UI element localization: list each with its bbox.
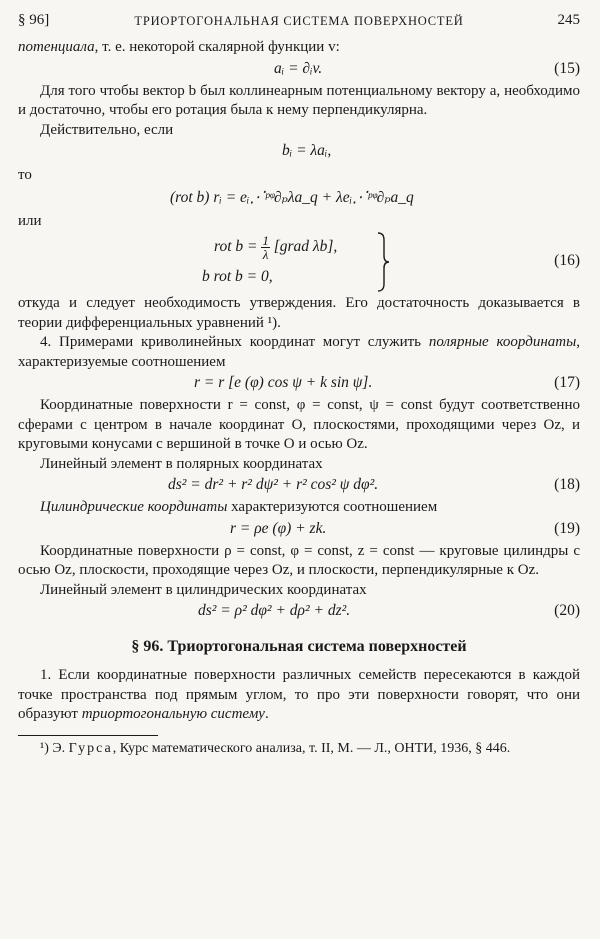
equation-b-lambda-a: [18, 140, 580, 164]
paragraph-polar-end: , характеризуемые соотношением: [18, 334, 581, 370]
paragraph-collinear: Для того чтобы вектор b был коллинеарным потенциальному вектору a, необходимо и достаточно, чтобы его ротация была к нему перпендикулярна.: [18, 82, 580, 118]
equation-17-number: (17): [554, 374, 580, 391]
equation-19-formula: r = ρe (φ) + zk.: [230, 519, 327, 537]
word-to: то: [18, 167, 32, 183]
paragraph-triorthogonal: [18, 666, 580, 725]
equation-17: [18, 372, 580, 396]
equation-b-formula: bᵢ = λaᵢ,: [282, 142, 332, 159]
paragraph-polar-start: 4. Примерами криволинейных координат могут служить: [40, 334, 429, 350]
equation-19: [18, 518, 580, 542]
paragraph-sufficiency: откуда и следует необходимость утверждения. Его достаточность доказывается в теории дифференциальных уравнений ¹).: [18, 295, 580, 331]
equation-18-number: (18): [554, 476, 580, 493]
footnote-author: Гурса: [68, 740, 113, 756]
paragraph-triorthogonal-start: 1. Если координатные поверхности различных семейств пересекаются в каждой точке пространства под прямым углом, то про эти поверхности говорят, что они образуют: [18, 667, 580, 722]
paragraph-potential: [18, 38, 580, 58]
term-polar-coordinates: полярные координаты: [428, 334, 577, 350]
section-heading: § 96. Триортогональная система поверхностей: [131, 638, 467, 655]
book-page: [18, 12, 580, 758]
equation-15-number: (15): [554, 59, 580, 77]
paragraph-cylindrical-surfaces: Координатные поверхности ρ = const, φ = const, z = const — круговые цилиндры с осью Oz, плоскости, проходящие через Oz, и плоскости, перпендикулярные к Oz.: [18, 542, 580, 578]
equation-20-formula: ds² = ρ² dφ² + dρ² + dz².: [198, 602, 351, 619]
page-number: 245: [557, 12, 580, 28]
header-title: ТРИОРТОГОНАЛЬНАЯ СИСТЕМА ПОВЕРХНОСТЕЙ: [134, 14, 464, 28]
paragraph-cylindrical-text: характеризуются соотношением: [227, 499, 438, 515]
equation-20-number: (20): [554, 602, 580, 619]
equation-rot-b: [18, 186, 580, 210]
equation-20: [18, 600, 580, 624]
equation-16-line-2: b rot b = 0,: [202, 268, 273, 285]
equation-16: [18, 232, 580, 294]
footnote-rule: [18, 735, 158, 736]
paragraph-cylindrical-line-element: Линейный элемент в цилиндрических координатах: [40, 581, 367, 598]
equation-16-line-1-right: [grad λb],: [269, 238, 338, 256]
equation-15-formula: aᵢ = ∂ᵢv.: [274, 59, 323, 77]
paragraph-indeed: Действительно, если: [40, 121, 174, 138]
footnote-mark: ¹) Э.: [40, 740, 69, 756]
running-header: [18, 12, 580, 38]
term-potential: потенциала: [18, 39, 95, 55]
paragraph-polar-line-element: Линейный элемент в полярных координатах: [40, 455, 323, 472]
paragraph-potential-text: , т. е. некоторой скалярной функции v:: [94, 39, 340, 55]
word-or: или: [18, 213, 42, 229]
term-triorthogonal-system: триортогональную систему: [81, 706, 265, 722]
fraction-denominator: λ: [262, 247, 269, 262]
right-brace: [376, 232, 390, 292]
paragraph-cylindrical-intro: [18, 498, 580, 518]
equation-17-formula: r = r [e (φ) cos ψ + k sin ψ].: [194, 374, 373, 391]
equation-15: [18, 58, 580, 82]
paragraph-polar-intro: [18, 333, 580, 372]
equation-19-number: (19): [554, 519, 580, 537]
fraction-numerator: 1: [262, 233, 269, 248]
equation-18-formula: ds² = dr² + r² dψ² + r² cos² ψ dφ².: [168, 476, 379, 493]
equation-16-line-1-left: rot b =: [214, 238, 262, 256]
term-cylindrical-coordinates: Цилиндрические координаты: [40, 499, 228, 515]
footnote: [18, 740, 580, 758]
paragraph-triorthogonal-end: .: [264, 706, 269, 722]
equation-16-number: (16): [554, 252, 580, 269]
equation-rot-formula: (rot b) rᵢ = eᵢ⋰ᵖᵠ∂ₚλa_q + λeᵢ⋰ᵖᵠ∂ₚa_q: [170, 189, 414, 206]
equation-16-fraction: [261, 234, 270, 261]
header-section-ref: § 96]: [18, 12, 50, 28]
paragraph-polar-surfaces: Координатные поверхности r = const, φ = const, ψ = const будут соответственно сферами с центром в начале координат O, плоскостями, проходящими через Oz, и круговыми конусами с вершиной в точке O и осью Oz.: [18, 397, 580, 452]
footnote-text: , Курс математического анализа, т. II, М. — Л., ОНТИ, 1936, § 446.: [112, 740, 511, 756]
equation-16-line-1: [214, 234, 337, 261]
equation-18: [18, 474, 580, 498]
